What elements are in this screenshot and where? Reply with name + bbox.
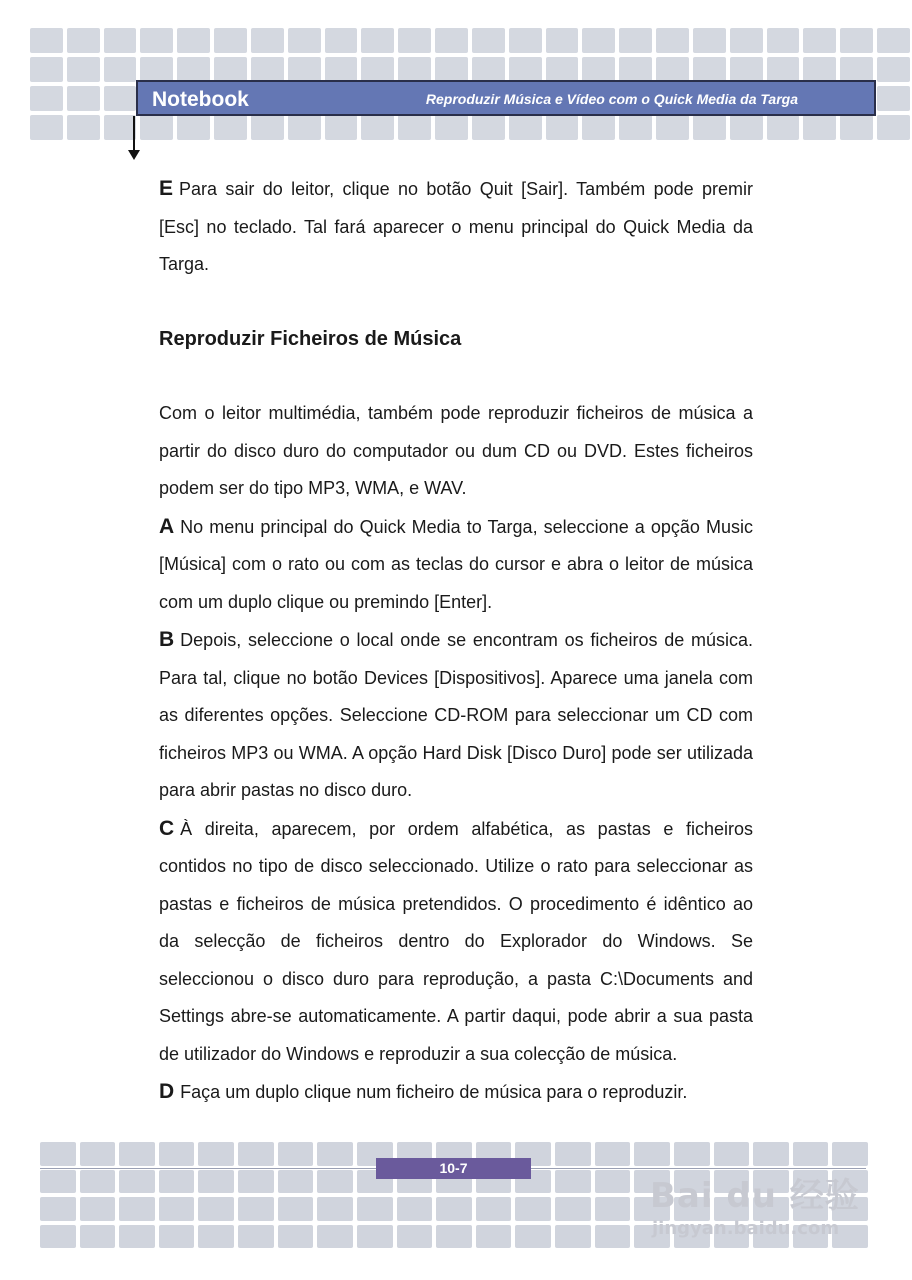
header-pointer-line <box>133 116 135 152</box>
decorative-tile <box>317 1142 353 1166</box>
decorative-tile <box>278 1142 314 1166</box>
decorative-tile <box>288 28 321 53</box>
decorative-tile <box>397 1225 433 1249</box>
decorative-tile <box>656 57 689 82</box>
decorative-tile <box>214 115 247 140</box>
page-header <box>136 80 876 116</box>
decorative-tile <box>198 1170 234 1194</box>
decorative-tile <box>619 57 652 82</box>
decorative-tile <box>435 115 468 140</box>
decorative-tile <box>361 115 394 140</box>
decorative-tile <box>119 1197 155 1221</box>
decorative-tile <box>80 1197 116 1221</box>
decorative-tile <box>693 115 726 140</box>
watermark-logo: Bai du 经验 <box>650 1176 860 1216</box>
page-content <box>159 170 753 1112</box>
decorative-tile <box>198 1225 234 1249</box>
decorative-tile <box>104 28 137 53</box>
decorative-tile <box>104 115 137 140</box>
step-c <box>159 810 753 1074</box>
decorative-tile <box>398 57 431 82</box>
decorative-tile <box>436 1197 472 1221</box>
decorative-tile <box>67 28 100 53</box>
decorative-tile <box>317 1197 353 1221</box>
decorative-tile <box>238 1197 274 1221</box>
decorative-tile <box>793 1142 829 1166</box>
decorative-tile <box>515 1225 551 1249</box>
decorative-tile <box>251 28 284 53</box>
decorative-tile <box>546 57 579 82</box>
decorative-tile <box>140 115 173 140</box>
section-heading: Reproduzir Ficheiros de Música <box>159 327 462 350</box>
decorative-tile <box>357 1225 393 1249</box>
decorative-tile <box>67 86 100 111</box>
header-title: Reproduzir Música e Vídeo com o Quick Media da Targa <box>425 91 798 107</box>
decorative-tile <box>325 28 358 53</box>
decorative-tile <box>214 57 247 82</box>
decorative-tile <box>472 57 505 82</box>
decorative-tile <box>595 1142 631 1166</box>
decorative-tile <box>582 115 615 140</box>
step-a-letter: A <box>159 514 175 538</box>
decorative-tile <box>693 28 726 53</box>
intro-paragraph: Com o leitor multimédia, também pode reproduzir ficheiros de música a partir do disco duro do computador ou dum CD ou DVD. Estes ficheiros podem ser do tipo MP3, WMA, e WAV. <box>159 403 753 498</box>
decorative-tile <box>361 57 394 82</box>
decorative-tile <box>803 57 836 82</box>
decorative-tile <box>198 1197 234 1221</box>
decorative-tile <box>555 1225 591 1249</box>
decorative-tile <box>730 115 763 140</box>
decorative-tile <box>119 1170 155 1194</box>
decorative-tile <box>159 1225 195 1249</box>
decorative-tile <box>832 1142 868 1166</box>
decorative-tile <box>67 57 100 82</box>
decorative-tile <box>278 1197 314 1221</box>
decorative-tile <box>288 115 321 140</box>
decorative-tile <box>582 28 615 53</box>
decorative-tile <box>877 28 910 53</box>
decorative-tile <box>595 1197 631 1221</box>
decorative-tile <box>803 28 836 53</box>
decorative-tile <box>251 115 284 140</box>
arrow-down-icon <box>128 150 140 160</box>
step-b-letter: B <box>159 628 175 651</box>
decorative-tile <box>278 1225 314 1249</box>
decorative-tile <box>177 115 210 140</box>
step-d <box>159 1073 753 1112</box>
decorative-tile <box>555 1170 591 1194</box>
decorative-tile <box>840 28 873 53</box>
decorative-tile <box>40 1225 76 1249</box>
decorative-tile <box>595 1225 631 1249</box>
decorative-tile <box>555 1142 591 1166</box>
decorative-tile <box>509 28 542 53</box>
decorative-tile <box>325 115 358 140</box>
watermark-url: jingyan.baidu.com <box>652 1218 840 1239</box>
decorative-tile <box>80 1170 116 1194</box>
step-e-text: Para sair do leitor, clique no botão Quit [Sair]. Também pode premir [Esc] no teclado. Tal fará aparecer o menu principal do Quick Media da Targa. <box>159 179 753 274</box>
decorative-tile <box>476 1225 512 1249</box>
step-e <box>159 170 753 284</box>
decorative-tile <box>595 1170 631 1194</box>
decorative-tile <box>159 1142 195 1166</box>
decorative-tile <box>472 115 505 140</box>
step-d-text: Faça um duplo clique num ficheiro de música para o reproduzir. <box>180 1082 688 1102</box>
step-b <box>159 621 753 810</box>
decorative-tile <box>140 57 173 82</box>
decorative-tile <box>515 1197 551 1221</box>
decorative-tile <box>509 57 542 82</box>
decorative-tile <box>730 57 763 82</box>
decorative-tile <box>67 115 100 140</box>
decorative-tile <box>361 28 394 53</box>
decorative-tile <box>288 57 321 82</box>
step-c-letter: C <box>159 816 175 840</box>
decorative-tile <box>325 57 358 82</box>
decorative-tile <box>104 57 137 82</box>
decorative-tile <box>714 1142 750 1166</box>
decorative-tile <box>177 57 210 82</box>
decorative-tile <box>472 28 505 53</box>
decorative-tile <box>104 86 137 111</box>
decorative-tile <box>840 115 873 140</box>
decorative-tile <box>767 28 800 53</box>
decorative-tile <box>80 1142 116 1166</box>
decorative-tile <box>238 1170 274 1194</box>
decorative-tile <box>119 1225 155 1249</box>
decorative-tile <box>656 28 689 53</box>
decorative-tile <box>159 1170 195 1194</box>
decorative-tile <box>555 1197 591 1221</box>
decorative-tile <box>840 57 873 82</box>
step-b-text: Depois, seleccione o local onde se encontram os ficheiros de música. Para tal, clique no botão Devices [Dispositivos]. Aparece uma janela com as diferentes opções. Seleccione CD-ROM para seleccionar um CD com ficheiros MP3 ou WMA. A opção Hard Disk [Disco Duro] pode ser utilizada para abrir pastas no disco duro. <box>159 630 753 800</box>
step-a <box>159 508 753 622</box>
decorative-tile <box>30 57 63 82</box>
decorative-tile <box>30 115 63 140</box>
decorative-tile <box>317 1170 353 1194</box>
decorative-tile <box>656 115 689 140</box>
decorative-tile <box>546 28 579 53</box>
decorative-tile <box>767 57 800 82</box>
decorative-tile <box>509 115 542 140</box>
decorative-tile <box>436 1225 472 1249</box>
decorative-tile <box>619 115 652 140</box>
decorative-tile <box>214 28 247 53</box>
decorative-tile <box>198 1142 234 1166</box>
step-d-letter: D <box>159 1080 175 1103</box>
decorative-tile <box>546 115 579 140</box>
decorative-tile <box>30 28 63 53</box>
decorative-tile <box>582 57 615 82</box>
decorative-tile <box>40 1197 76 1221</box>
decorative-tile <box>159 1197 195 1221</box>
page-number: 10-7 <box>376 1158 531 1179</box>
decorative-tile <box>398 28 431 53</box>
decorative-tile <box>80 1225 116 1249</box>
decorative-tile <box>877 57 910 82</box>
decorative-tile <box>476 1197 512 1221</box>
decorative-tile <box>397 1197 433 1221</box>
step-e-letter: E <box>159 177 174 200</box>
decorative-tile <box>730 28 763 53</box>
decorative-tile <box>693 57 726 82</box>
decorative-tile <box>435 28 468 53</box>
decorative-tile <box>177 28 210 53</box>
decorative-tile <box>435 57 468 82</box>
decorative-tile <box>251 57 284 82</box>
decorative-tile <box>357 1197 393 1221</box>
decorative-tile <box>40 1142 76 1166</box>
decorative-tile <box>753 1142 789 1166</box>
decorative-tile <box>140 28 173 53</box>
decorative-tile <box>398 115 431 140</box>
header-brand: Notebook <box>152 88 249 111</box>
decorative-tile <box>803 115 836 140</box>
decorative-tile <box>119 1142 155 1166</box>
decorative-tile <box>767 115 800 140</box>
step-c-text: À direita, aparecem, por ordem alfabética, as pastas e ficheiros contidos no tipo de disco seleccionado. Utilize o rato para seleccionar as pastas e ficheiros de música pretendidos. O procedimento é idêntico ao da selecção de ficheiros dentro do Explorador do Windows. Se seleccionou o disco duro para reprodução, a pasta C:\Documents and Settings abre-se automaticamente. A partir daqui, pode abrir a sua pasta de utilizador do Windows e reproduzir a sua colecção de música. <box>159 818 753 1064</box>
decorative-tile <box>877 86 910 111</box>
decorative-tile <box>634 1142 670 1166</box>
decorative-tile <box>619 28 652 53</box>
step-a-text: No menu principal do Quick Media to Targa, seleccione a opção Music [Música] com o rato ou com as teclas do cursor e abra o leitor de música com um duplo clique ou premindo [Enter]. <box>159 516 753 612</box>
decorative-tile <box>674 1142 710 1166</box>
decorative-tile <box>278 1170 314 1194</box>
decorative-tile <box>40 1170 76 1194</box>
decorative-tile <box>877 115 910 140</box>
decorative-tile <box>238 1142 274 1166</box>
decorative-tile <box>30 86 63 111</box>
decorative-tile <box>317 1225 353 1249</box>
decorative-tile <box>238 1225 274 1249</box>
